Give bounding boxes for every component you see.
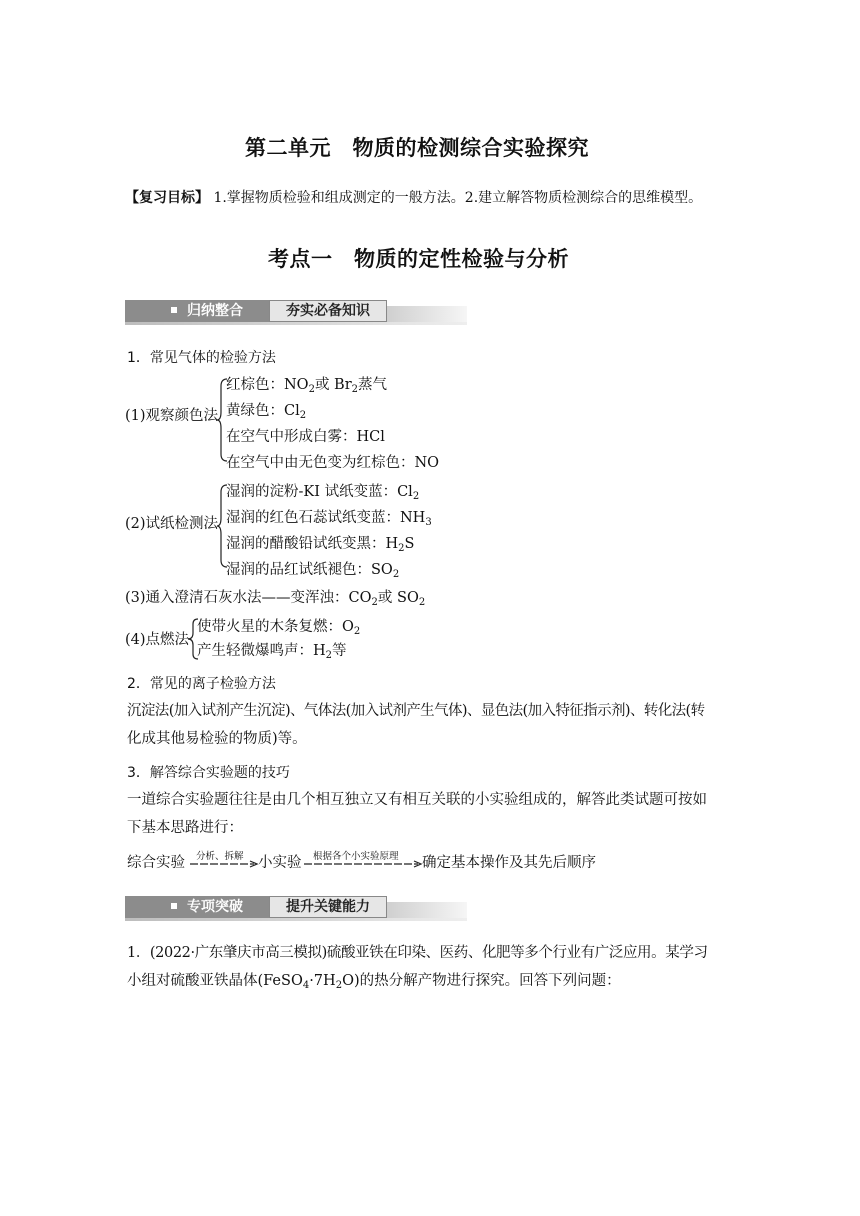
- m2-item-2: 湿润的红色石蕊试纸变蓝：$NH_3$: [226, 510, 432, 528]
- m1-label: (1)观察颜色法: [125, 408, 219, 424]
- banner-summary-light: 夯实必备知识: [269, 300, 387, 322]
- section3-line1: 一道综合实验题往往是由几个相互独立又有相互关联的小实验组成的，解答此类试题可按如: [127, 792, 707, 808]
- m1-item-1: 红棕色：$NO_2$或 $Br_2$蒸气: [226, 377, 388, 395]
- arrow-right-icon: [190, 860, 258, 868]
- m1-item-2: 黄绿色：$Cl_2$: [226, 403, 307, 421]
- section3-line2: 下基本思路进行：: [127, 820, 243, 836]
- flow-c: 确定基本操作及其先后顺序: [422, 855, 596, 871]
- section2-line1: 沉淀法(加入试剂产生沉淀)、气体法(加入试剂产生气体)、显色法(加入特征指示剂)、转化法(转: [127, 703, 705, 719]
- banner-gradient: [387, 902, 467, 918]
- banner-practice-dark-label: 专项突破: [187, 899, 243, 915]
- review-goal-label: 【复习目标】: [125, 190, 209, 206]
- m2-item-1: 湿润的淀粉-KI 试纸变蓝：$Cl_2$: [226, 484, 420, 502]
- m2-item-3: 湿润的醋酸铅试纸变黑：$H_2S$: [226, 536, 415, 554]
- section3-heading: 3．解答综合实验题的技巧: [127, 765, 290, 781]
- m3-line: (3)通入澄清石灰水法——变浑浊：$CO_2$或 $SO_2$: [125, 590, 426, 608]
- flow-arrow2-label: 根据各个小实验原理: [313, 851, 399, 862]
- m2-label: (2)试纸检测法: [125, 516, 219, 532]
- m1-item-4: 在空气中由无色变为红棕色：NO: [226, 455, 440, 471]
- banner-underline: [125, 322, 467, 325]
- section2-line2: 化成其他易检验的物质)等。: [127, 731, 307, 747]
- m4-item-1: 使带火星的木条复燃：$O_2$: [197, 619, 361, 637]
- question1-line2: 小组对硫酸亚铁晶体$(FeSO_4\cdot 7H_2O)$的热分解产物进行探究。回答下列问题：: [127, 973, 621, 991]
- m4-item-2: 产生轻微爆鸣声：$H_2$等: [197, 643, 347, 661]
- square-icon: [171, 307, 177, 313]
- m1-item-3: 在空气中形成白雾：HCl: [226, 429, 385, 445]
- arrow-right-icon: [304, 860, 422, 868]
- banner-underline: [125, 918, 467, 921]
- m2-item-4: 湿润的品红试纸褪色：$SO_2$: [226, 562, 400, 580]
- banner-summary-dark: [125, 300, 269, 322]
- section2-heading: 2．常见的离子检验方法: [127, 676, 276, 692]
- banner-practice-light: 提升关键能力: [269, 896, 387, 918]
- unit-title: 第二单元 物质的检测综合实验探究: [245, 136, 589, 160]
- review-goal: [125, 188, 702, 208]
- review-goal-text: 1.掌握物质检验和组成测定的一般方法。2.建立解答物质检测综合的思维模型。: [213, 190, 703, 206]
- kaodian-title: 考点一 物质的定性检验与分析: [268, 247, 569, 271]
- m4-label: (4)点燃法: [125, 632, 190, 648]
- banner-summary-dark-label: 归纳整合: [187, 303, 243, 319]
- banner-gradient: [387, 306, 467, 322]
- banner-practice-dark: [125, 896, 269, 918]
- banner-practice: [125, 896, 467, 922]
- flow-b: 小实验: [258, 855, 302, 871]
- square-icon: [171, 903, 177, 909]
- banner-summary: [125, 300, 467, 326]
- flow-arrow1-label: 分析、拆解: [196, 851, 244, 862]
- question1-line1: 1．(2022·广东肇庆市高三模拟)硫酸亚铁在印染、医药、化肥等多个行业有广泛应用。某学习: [127, 945, 708, 961]
- section1-heading: 1．常见气体的检验方法: [127, 350, 276, 366]
- flow-a: 综合实验: [127, 855, 185, 871]
